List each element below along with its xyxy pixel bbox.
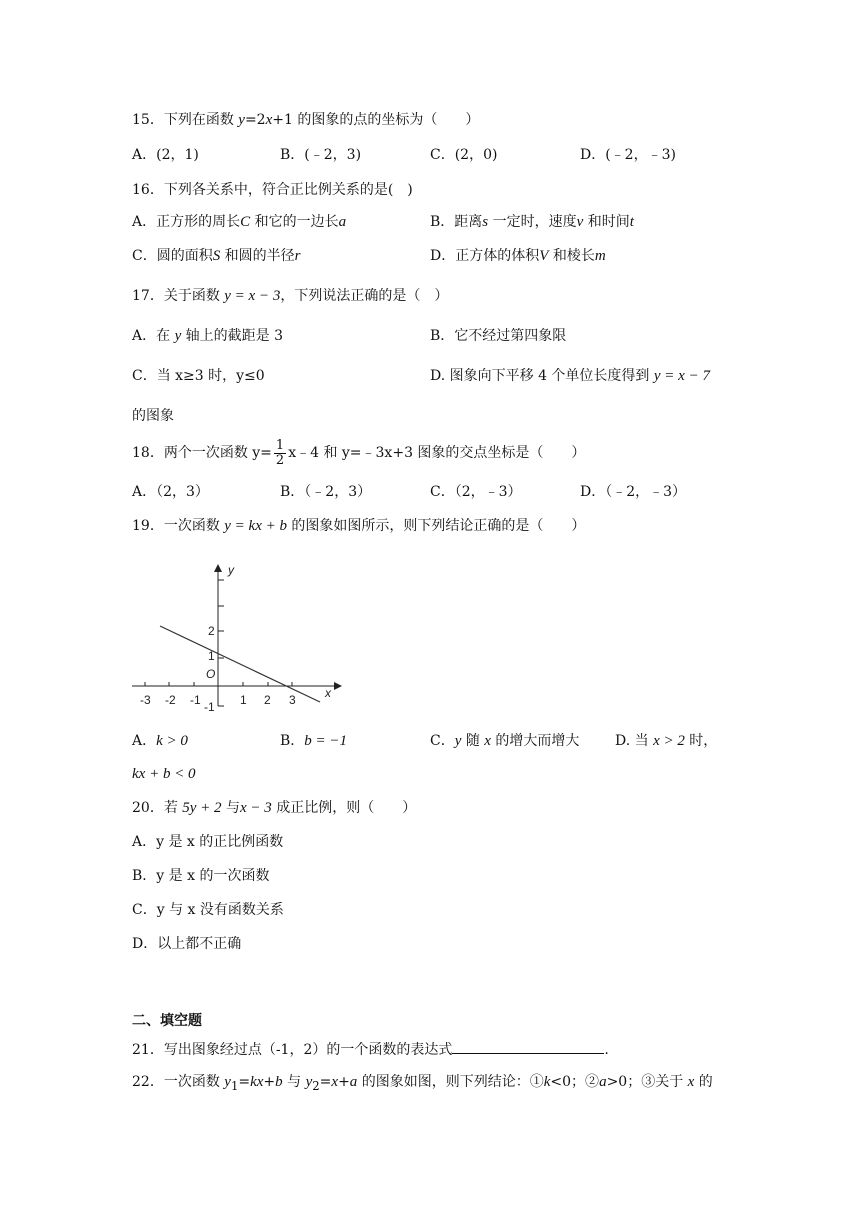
option-text: 和棱长 — [548, 248, 595, 264]
y-tick-label: 2 — [208, 624, 215, 638]
option-var: v — [576, 214, 584, 230]
q17-text: ，下列说法正确的是（ ） — [280, 288, 449, 304]
q15-option-c: C．(2，0) — [430, 147, 498, 163]
option-text: B．距离 — [430, 214, 483, 230]
option-text: 的增大而增大 — [490, 733, 580, 749]
q19-option-b — [280, 731, 347, 751]
q22-text: 的 — [694, 1074, 713, 1090]
option-var: C — [240, 214, 251, 230]
x-axis-arrow-icon — [334, 682, 342, 690]
q19-option-d-continued — [132, 764, 196, 784]
fraction-numerator: 1 — [275, 437, 285, 453]
q17-option-c: C．当 x≥3 时，y≤0 — [132, 368, 265, 384]
x-axis-label: x — [325, 686, 331, 700]
option-text: D. 当 — [615, 733, 654, 749]
q19-text: 19．一次函数 — [132, 518, 225, 534]
q19-stem — [132, 516, 585, 536]
option-text: D．正方体的体积 — [430, 248, 540, 264]
q22-text: + — [263, 1074, 276, 1090]
q17-option-a — [132, 326, 283, 346]
option-text: 和时间 — [583, 214, 630, 230]
q18-stem — [132, 438, 585, 468]
option-text: A． — [132, 733, 157, 749]
q19-option-a — [132, 731, 188, 751]
q17-option-d-continued: 的图象 — [132, 408, 174, 424]
q18-option-d: D．（﹣2，﹣3） — [580, 484, 687, 500]
q22-var: kx — [250, 1074, 264, 1090]
option-var: s — [482, 214, 489, 230]
q20-formula: x − 3 — [240, 800, 272, 816]
q22-text: = — [238, 1074, 251, 1090]
q19-graph — [124, 556, 364, 718]
q16-stem: 16．下列各关系中，符合正比例关系的是( ) — [132, 182, 413, 198]
q21-stem — [132, 1039, 609, 1060]
q22-text: >0；③关于 — [606, 1074, 688, 1090]
option-text: 随 — [461, 733, 485, 749]
option-var: y — [174, 328, 182, 344]
option-text: A．正方形的周长 — [132, 214, 241, 230]
q20-text: 20．若 — [132, 800, 183, 816]
q18-option-a: A．（2，3） — [132, 484, 209, 500]
option-var: V — [539, 248, 549, 264]
option-var: r — [294, 248, 301, 264]
q16-option-a — [132, 212, 346, 232]
q18-text: x﹣4 和 y=﹣3x+3 图象的交点坐标是（ ） — [288, 445, 586, 461]
option-var: m — [594, 248, 606, 264]
q20-option-c: C．y 与 x 没有函数关系 — [132, 902, 284, 918]
y-axis-label: y — [228, 563, 234, 577]
q22-stem — [132, 1072, 713, 1096]
q18-text: 18．两个一次函数 y= — [132, 445, 272, 461]
option-text: 轴上的截距是 3 — [181, 328, 284, 344]
option-text: C． — [430, 733, 455, 749]
x-tick-label: 2 — [264, 693, 271, 707]
q15-stem — [132, 110, 479, 130]
q15-option-b: B．(﹣2，3) — [280, 147, 362, 163]
answer-blank — [452, 1039, 604, 1054]
q22-text: <0；② — [550, 1074, 600, 1090]
option-formula: y = x − 7 — [653, 368, 710, 384]
q15-text: =2 — [244, 112, 266, 128]
x-tick-label: -1 — [190, 693, 201, 707]
option-text: C．圆的面积 — [132, 248, 213, 264]
option-text: 一定时，速度 — [488, 214, 577, 230]
q20-text: 成正比例，则（ ） — [271, 800, 417, 816]
option-text: 时， — [684, 733, 718, 749]
q20-option-d: D．以上都不正确 — [132, 936, 242, 952]
q16-option-b — [430, 212, 634, 232]
option-text: B． — [280, 733, 305, 749]
q17-text: 17．关于函数 — [132, 288, 225, 304]
q22-subscript: 1 — [230, 1078, 239, 1093]
option-formula: kx + b < 0 — [132, 766, 196, 782]
q16-option-c — [132, 246, 301, 266]
option-var: x — [484, 733, 491, 749]
q17-stem — [132, 286, 448, 306]
x-tick-label: -3 — [140, 693, 151, 707]
option-var: S — [212, 248, 221, 264]
q15-option-a: A．(2，1) — [132, 147, 199, 163]
q15-option-d: D．(﹣2，﹣3) — [580, 147, 676, 163]
q20-option-a: A．y 是 x 的正比例函数 — [132, 834, 284, 850]
q15-var: y — [238, 112, 245, 128]
q22-var: a — [599, 1074, 607, 1090]
q17-option-d — [430, 366, 710, 386]
x-tick-label: 1 — [240, 693, 247, 707]
option-text: 和它的一边长 — [250, 214, 339, 230]
q20-option-b: B．y 是 x 的一次函数 — [132, 868, 270, 884]
option-formula: b = −1 — [304, 733, 348, 749]
origin-label: O — [206, 667, 216, 681]
q16-option-d — [430, 246, 606, 266]
q22-var: a — [349, 1074, 358, 1090]
q22-text: 的图象如图，则下列结论：① — [357, 1074, 544, 1090]
q20-formula: 5y + 2 — [182, 800, 222, 816]
y-tick-label: -1 — [204, 700, 215, 714]
q17-option-b: B．它不经过第四象限 — [430, 328, 567, 344]
q21-text: . — [604, 1042, 609, 1058]
q22-var: k — [543, 1074, 551, 1090]
option-text: 和圆的半径 — [220, 248, 295, 264]
q20-stem — [132, 798, 416, 818]
option-text: A．在 — [132, 328, 175, 344]
q19-option-c — [430, 731, 579, 751]
q21-text: 21．写出图象经过点（-1，2）的一个函数的表达式 — [132, 1042, 453, 1058]
option-var: t — [629, 214, 634, 230]
option-text: D. 图象向下平移 4 个单位长度得到 — [430, 368, 654, 384]
q22-text: 22．一次函数 — [132, 1074, 225, 1090]
q22-var: b — [275, 1074, 283, 1090]
x-tick-label: 3 — [289, 693, 296, 707]
section-title: 二、填空题 — [132, 1013, 202, 1029]
q19-option-d — [615, 731, 717, 751]
q18-option-c: C．（2，﹣3） — [430, 484, 522, 500]
function-line — [160, 626, 320, 702]
q18-option-b: B．（﹣2，3） — [280, 484, 372, 500]
q22-subscript: 2 — [312, 1078, 320, 1093]
q19-formula: y = kx + b — [224, 518, 287, 534]
option-formula: k > 0 — [156, 733, 188, 749]
q22-var: x — [687, 1074, 695, 1090]
q20-text: 与 — [221, 800, 240, 816]
q22-var: y — [224, 1074, 231, 1090]
x-tick-label: -2 — [165, 693, 176, 707]
q22-var: x — [331, 1074, 339, 1090]
q18-fraction — [274, 439, 286, 468]
fraction-denominator: 2 — [275, 452, 285, 468]
y-tick-label: 1 — [208, 649, 215, 663]
option-formula: x > 2 — [653, 733, 685, 749]
q22-text: = — [319, 1074, 332, 1090]
q15-var: x — [265, 112, 273, 128]
q22-text: + — [338, 1074, 350, 1090]
q22-text: 与 — [282, 1074, 306, 1090]
q17-formula: y = x − 3 — [224, 288, 281, 304]
q19-text: 的图象如图所示，则下列结论正确的是（ ） — [286, 518, 586, 534]
y-axis-arrow-icon — [214, 564, 222, 572]
option-var: a — [338, 214, 347, 230]
q22-var: y — [305, 1074, 313, 1090]
q15-text: +1 的图象的点的坐标为（ ） — [272, 112, 480, 128]
q15-text: 15．下列在函数 — [132, 112, 239, 128]
option-var: y — [454, 733, 462, 749]
